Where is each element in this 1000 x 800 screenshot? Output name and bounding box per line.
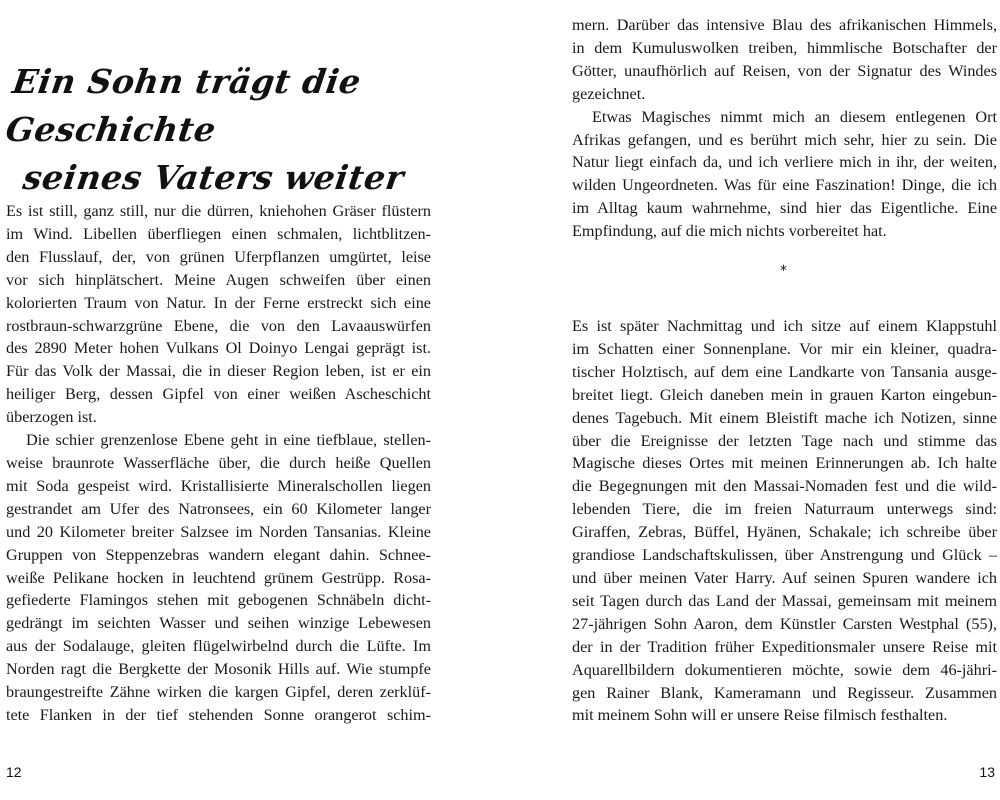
- chapter-title-line-1: Ein Sohn trägt die Geschichte: [3, 62, 364, 149]
- text-line: Norden ragt die Bergkette der Mosonik Hills auf. Wie stumpfe: [6, 660, 431, 679]
- text-line: im Wind. Libellen überfliegen einen schmalen, lichtblitzen-: [6, 224, 431, 243]
- text-line: in dem Kumuluswolken treiben, himmlische Botschafter der: [572, 38, 997, 57]
- text-line: weiße Pelikane hocken in leuchtend grünem Gestrüpp. Rosa-: [6, 568, 431, 587]
- text-line: weise braunrote Wasserfläche über, die durch heiße Quellen: [6, 453, 431, 472]
- text-line: Es ist später Nachmittag und ich sitze auf einem Klappstuhl: [572, 317, 997, 335]
- text-line: der in der Tradition früher Expeditionsmaler unsere Reise mit: [572, 637, 997, 656]
- right-page: [500, 0, 1000, 800]
- text-line: aus der Sodalauge, gleiten flügelwirbelnd durch die Lüfte. Im: [6, 637, 431, 656]
- text-line: Es ist still, ganz still, nur die dürren, kniehohen Gräser flüstern: [6, 202, 431, 220]
- text-line: lebenden Tiere, die im freien Naturraum unterwegs sind:: [572, 500, 997, 519]
- text-line: grandiose Landschaftskulissen, über Anstrengung und Glück –: [572, 546, 997, 565]
- text-line: im Schatten einer Sonnenplane. Vor mir ein kleiner, quadra-: [572, 339, 997, 358]
- right-page-text-top: [572, 14, 997, 243]
- chapter-title-line-2: seines Vaters weiter: [20, 158, 407, 197]
- page-number-right: 13: [979, 764, 995, 780]
- text-line: rostbraun-schwarzgrüne Ebene, die von den Lavaauswürfen: [6, 316, 431, 335]
- text-line: im Alltag kaum wahrnehme, sind hier das Eigentliche. Eine: [572, 199, 997, 218]
- text-line: Für das Volk der Massai, die in dieser Region leben, ist er ein: [6, 362, 431, 381]
- text-line: gedrängt im seichten Wasser und seihen winzige Lebewesen: [6, 614, 431, 633]
- text-line: gefiederte Flamingos stehen mit gebogenen Schnäbeln dicht-: [6, 591, 431, 610]
- text-line: wilden Ungeordneten. Was für eine Faszination! Dinge, die ich: [572, 176, 997, 195]
- text-line: und über meinen Vater Harry. Auf seinen Spuren wandere ich: [572, 568, 997, 587]
- text-line: heiliger Berg, dessen Gipfel von einer weißen Ascheschicht: [6, 385, 431, 404]
- text-line: Giraffen, Zebras, Büffel, Hyänen, Schakale; ich schreibe über: [572, 523, 997, 542]
- text-line: gezeichnet.: [572, 84, 646, 103]
- text-line: und 20 Kilometer breiter Salzsee im Norden Tansanias. Kleine: [6, 522, 431, 541]
- text-line: Aquarellbildern dokumentieren möchte, sowie dem 46-jähri-: [572, 660, 997, 679]
- text-line: kolorierten Traum von Natur. In der Ferne erstreckt sich eine: [6, 293, 431, 312]
- text-line: 27-jährigen Sohn Aaron, dem Künstler Carsten Westphal (55),: [572, 614, 997, 633]
- text-line: Natur liegt einfach da, und ich verliere mich in ihr, der weiten,: [572, 153, 997, 172]
- text-line: seit Tagen durch das Land der Massai, gemeinsam mit meinem: [572, 591, 997, 610]
- text-line: braungestreifte Zähne wirken die kargen Gipfel, deren zerklüf-: [6, 683, 431, 702]
- text-line: gen Rainer Blank, Kameramann und Regisseur. Zusammen: [572, 683, 997, 702]
- text-line: Magische dieses Ortes mit meinen Erinnerungen ab. Ich halte: [572, 454, 997, 473]
- text-line: Empfindung, auf die mich nichts vorbereitet hat.: [572, 222, 887, 241]
- text-line: denes Tagebuch. Mit einem Bleistift mache ich Notizen, sinne: [572, 408, 997, 427]
- text-line: Afrikas gefangen, und es berührt mich sehr, hier zu sein. Die: [572, 130, 997, 149]
- text-line: mit meinem Sohn will er unsere Reise filmisch festhalten.: [572, 706, 948, 725]
- text-line: tischer Holztisch, auf dem eine Landkarte von Tansania ausge-: [572, 362, 997, 381]
- text-line: Die schier grenzenlose Ebene geht in eine tiefblaue, stellen-: [26, 431, 431, 450]
- text-line: gestrandet am Ufer des Natronsees, ein 60 Kilometer langer: [6, 499, 431, 518]
- text-line: vor sich hinplätschert. Meine Augen schweifen über einen: [6, 270, 431, 289]
- section-separator: *: [780, 263, 787, 279]
- text-line: Götter, unaufhörlich auf Reisen, von der Signatur des Windes: [572, 61, 997, 80]
- text-line: tete Flanken in der tief stehenden Sonne orangerot schim-: [6, 705, 431, 724]
- text-line: Etwas Magisches nimmt mich an diesem entlegenen Ort: [592, 107, 997, 126]
- text-line: breitet liegt. Gleich daneben mein in grauen Karton eingebun-: [572, 385, 997, 404]
- text-line: überzogen ist.: [6, 408, 97, 427]
- right-page-text-bottom: [572, 315, 997, 727]
- text-line: über die Ereignisse der letzten Tage nach und stimme das: [572, 431, 997, 450]
- text-line: mern. Darüber das intensive Blau des afrikanischen Himmels,: [572, 16, 997, 34]
- left-page-text: [6, 200, 431, 727]
- text-line: die Begegnungen mit den Massai-Nomaden fest und die wild-: [572, 477, 997, 496]
- page-number-left: 12: [6, 764, 22, 780]
- text-line: des 2890 Meter hohen Vulkans Ol Doinyo Lengai geprägt ist.: [6, 339, 431, 358]
- chapter-title: [0, 58, 436, 202]
- text-line: den Flusslauf, der, von grünen Uferpflanzen umgürtet, leise: [6, 247, 431, 266]
- text-line: mit Soda gespeist wird. Kristallisierte Mineralschollen liegen: [6, 476, 431, 495]
- text-line: Gruppen von Steppenzebras wandern elegant dahin. Schnee-: [6, 545, 431, 564]
